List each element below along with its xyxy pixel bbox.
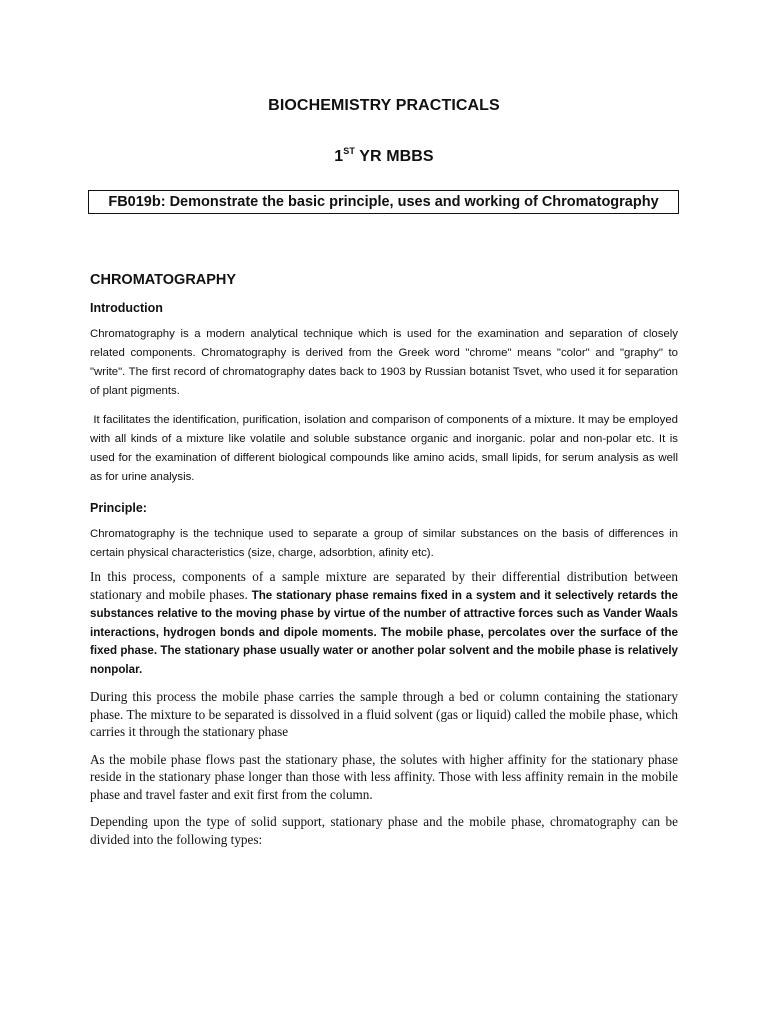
- subtitle-course: YR MBBS: [354, 148, 434, 165]
- principle-heading: Principle:: [90, 501, 147, 515]
- introduction-paragraph-2: It facilitates the identification, purification, isolation and comparison of components of a mixture. It may be employed with all kinds of a mixture like volatile and soluble substance organic and inorganic. polar and non-polar etc. It is used for the examination of different biological compounds like amino acids, small lipids, for serum analysis as well as for urine analysis.: [90, 414, 682, 483]
- introduction-paragraph-1: Chromatography is a modern analytical technique which is used for the examination and separation of closely related components. Chromatography is derived from the Greek word "chrome" means "color" and "graphy" to "write". The first record of chromatography dates back to 1903 by Russian botanist Tsvet, who used it for separation of plant pigments.: [90, 328, 678, 397]
- principle-paragraph-2: [90, 568, 678, 678]
- document-body: [90, 272, 682, 848]
- principle-paragraph-2-intro: In this process, components of a sample mixture are separated by their differential distribution between stationary and mobile phases.: [90, 569, 678, 602]
- section-heading: CHROMATOGRAPHY: [90, 272, 237, 288]
- principle-paragraph-3: During this process the mobile phase carries the sample through a bed or column containing the stationary phase. The mixture to be separated is dissolved in a fluid solvent (gas or liquid) called the mobile phase, which carries it through the stationary phase: [90, 689, 678, 739]
- subtitle-year: 1: [334, 148, 344, 165]
- document-title: BIOCHEMISTRY PRACTICALS: [268, 97, 500, 114]
- principle-paragraph-4: As the mobile phase flows past the stationary phase, the solutes with higher affinity for the stationary phase reside in the stationary phase longer than those with less affinity. Those with less affinity remain in the mobile phase and travel faster and exit first from the column.: [90, 751, 678, 802]
- subtitle-ordinal: ST: [343, 146, 355, 156]
- introduction-heading: Introduction: [90, 301, 163, 315]
- principle-paragraph-1: Chromatography is the technique used to separate a group of similar substances on the basis of differences in certain physical characteristics (size, charge, adsorbtion, afinity etc).: [90, 528, 678, 559]
- document-subtitle: [0, 146, 768, 166]
- learning-objective-box: FB019b: Demonstrate the basic principle, uses and working of Chromatography: [88, 190, 679, 214]
- principle-paragraph-2-bold: The stationary phase remains fixed in a system and it selectively retards the substances relative to the moving phase by virtue of the number of attractive forces such as Vander Waals interactions, hydrogen bonds and dipole moments. The mobile phase, percolates over the surface of the fixed phase. The stationary phase usually water or another polar solvent and the mobile phase is relatively nonpolar.: [90, 588, 679, 676]
- principle-paragraph-5: Depending upon the type of solid support, stationary phase and the mobile phase, chromatography can be divided into the following types:: [90, 814, 678, 847]
